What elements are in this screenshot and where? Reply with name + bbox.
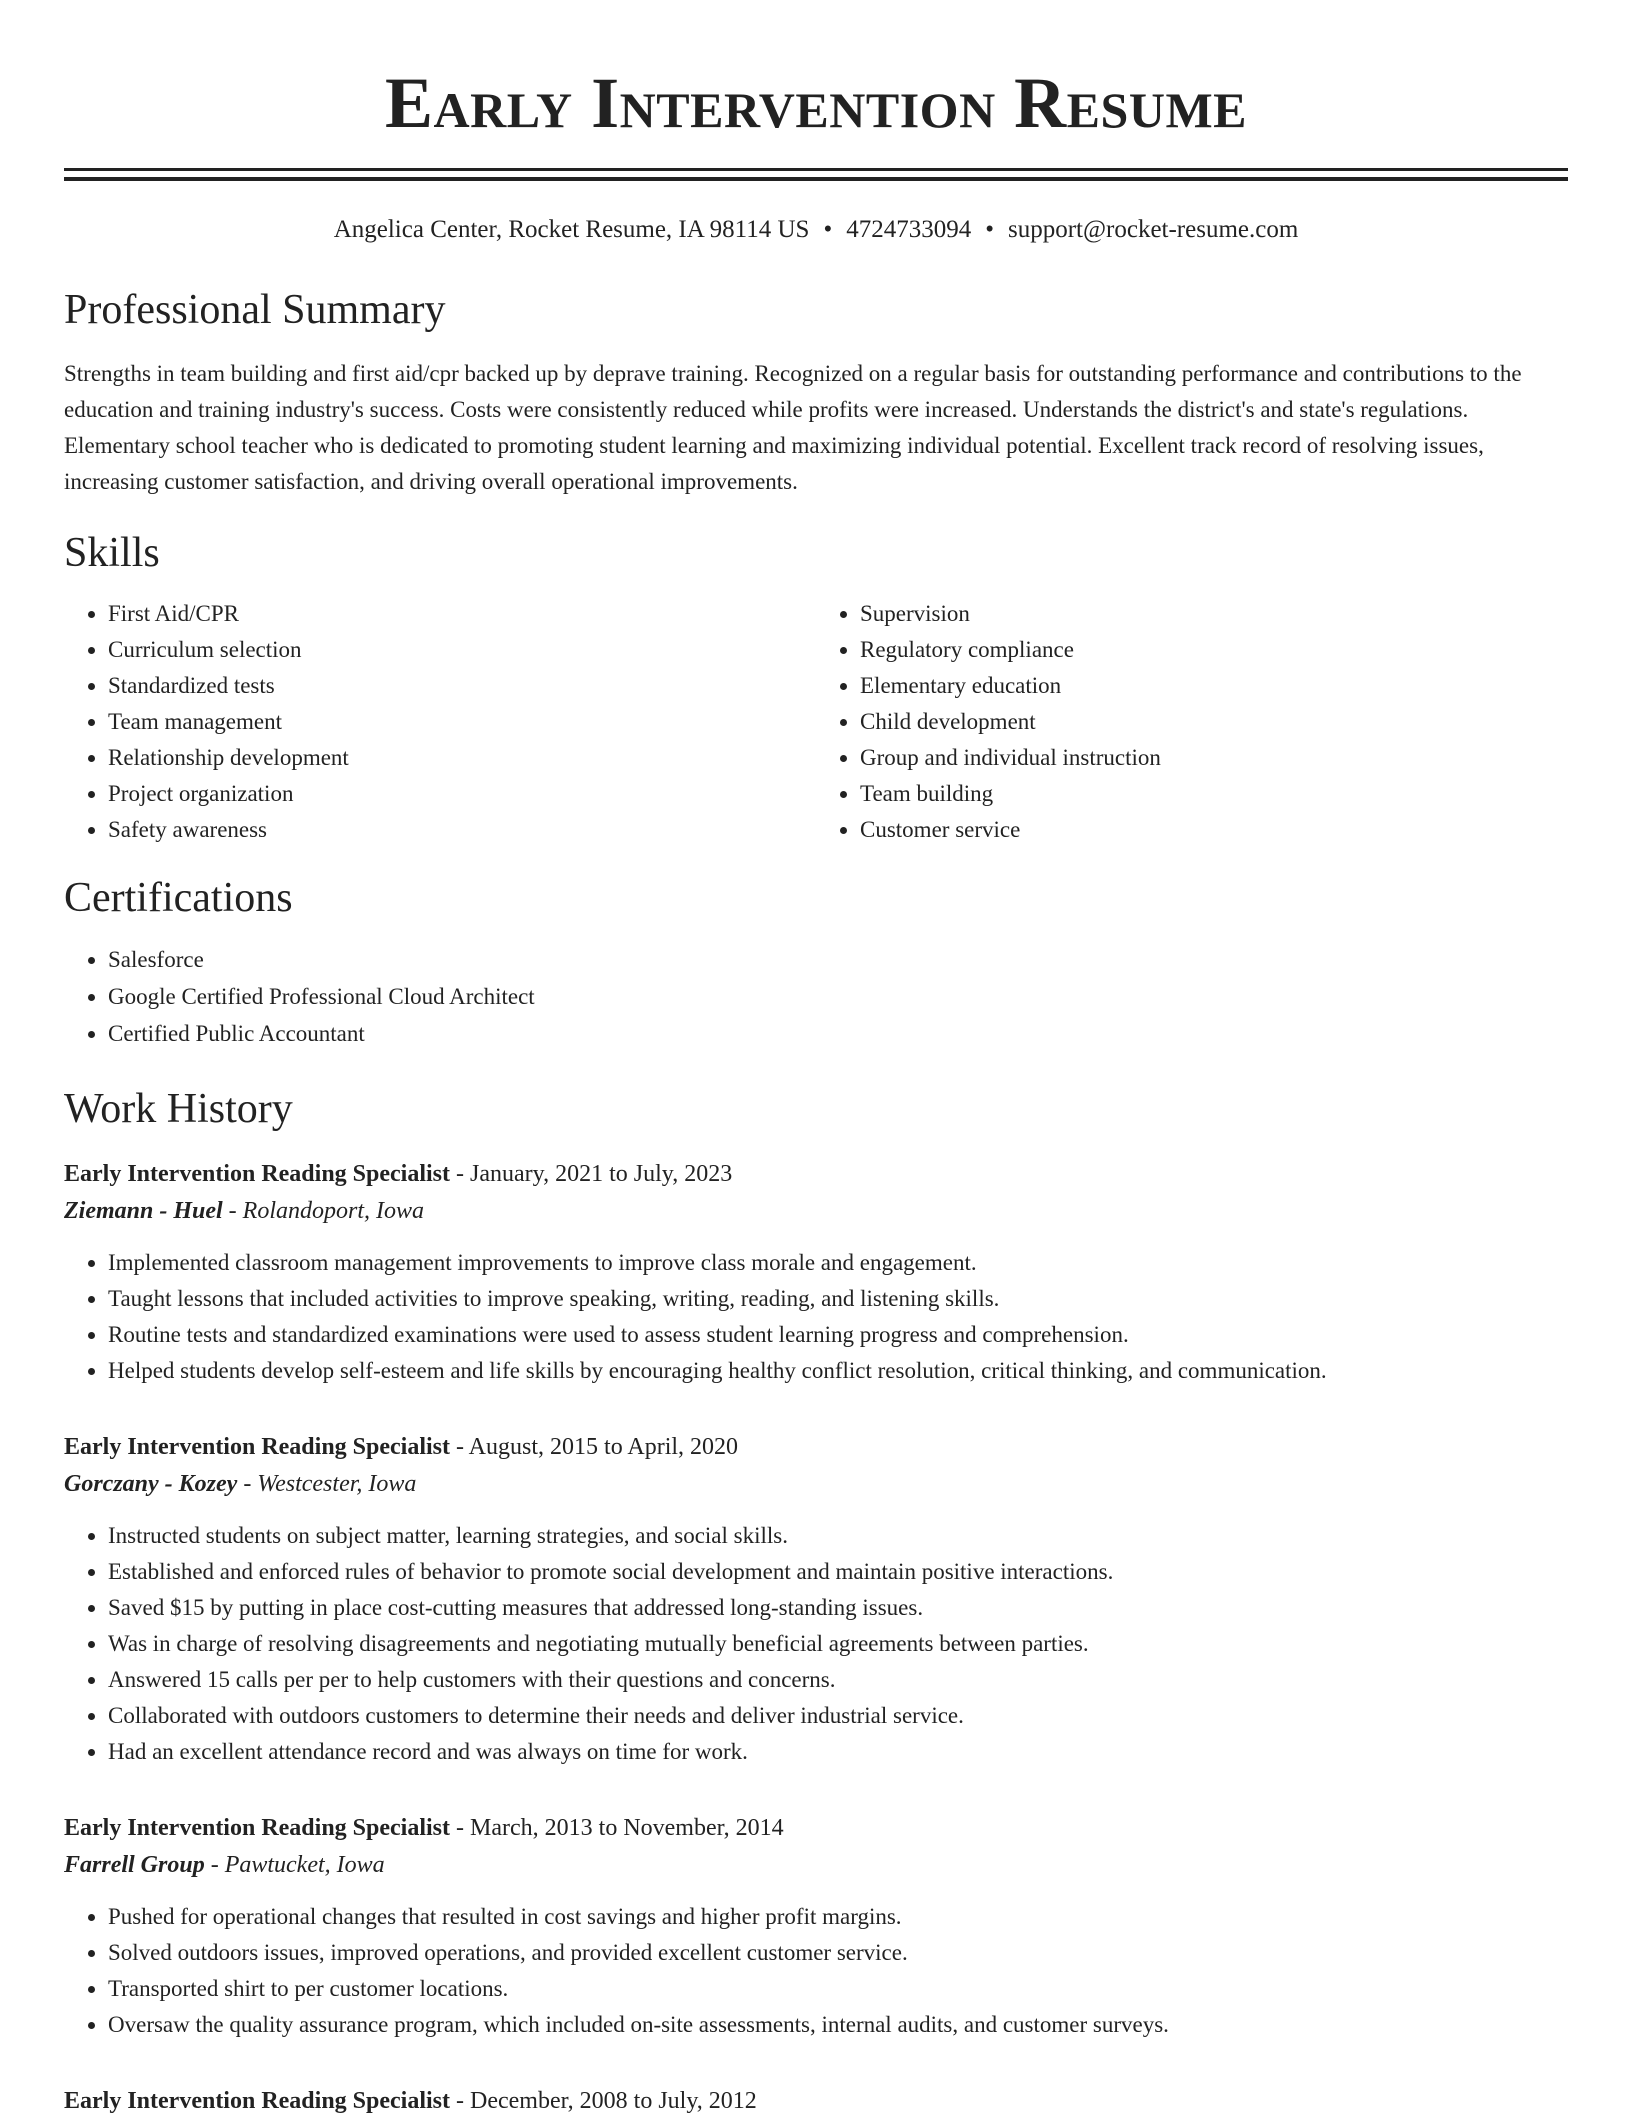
job-bullet: • Instructed students on subject matter, learning strategies, and social skills. <box>108 1518 1568 1554</box>
job-bullet: • Saved $15 by putting in place cost-cutting measures that addressed long-standing issues. <box>108 1590 1568 1626</box>
skill-item: • Supervision <box>860 596 1568 632</box>
job-title-line <box>64 1810 1568 1846</box>
job-company: Ziemann - Huel <box>64 1198 223 1224</box>
job-dates: - August, 2015 to April, 2020 <box>450 1434 739 1460</box>
job-bullet: • Oversaw the quality assurance program, which included on-site assessments, internal audits, and customer surveys. <box>108 2007 1568 2043</box>
section-heading-skills: Skills <box>64 530 160 576</box>
job-entry <box>64 1156 1568 1389</box>
section-heading-certifications: Certifications <box>64 875 293 921</box>
resume-page <box>64 0 1568 2119</box>
job-location: - Westcester, Iowa <box>237 1471 417 1497</box>
job-company-line <box>64 1465 1568 1503</box>
job-title: Early Intervention Reading Specialist <box>64 1434 451 1460</box>
skill-item: • Standardized tests <box>108 668 816 704</box>
skill-item: • Team building <box>860 776 1568 812</box>
job-company-line <box>64 1846 1568 1884</box>
skill-item: • First Aid/CPR <box>108 596 816 632</box>
certification-item: • Certified Public Accountant <box>108 1015 1568 1052</box>
skill-item: • Child development <box>860 704 1568 740</box>
resume-title: Early Intervention Resume <box>385 63 1247 143</box>
job-company: Farrell Group <box>64 1852 205 1878</box>
certification-list <box>64 941 1568 1052</box>
certification-item: • Google Certified Professional Cloud Architect <box>108 978 1568 1015</box>
job-company-line <box>64 1192 1568 1230</box>
section-heading-work-history: Work History <box>64 1086 293 1132</box>
skill-item: • Curriculum selection <box>108 632 816 668</box>
job-bullet: • Collaborated with outdoors customers to determine their needs and deliver industrial service. <box>108 1698 1568 1734</box>
job-bullet-list <box>64 1518 1568 1770</box>
job-entry <box>64 1429 1568 1770</box>
skill-item: • Project organization <box>108 776 816 812</box>
contact-separator: • <box>985 216 994 243</box>
job-bullet: • Implemented classroom management improvements to improve class morale and engagement. <box>108 1245 1568 1281</box>
skill-item: • Relationship development <box>108 740 816 776</box>
certification-item: • Salesforce <box>108 941 1568 978</box>
job-dates: - December, 2008 to July, 2012 <box>450 2088 757 2114</box>
job-bullet: • Answered 15 calls per per to help customers with their questions and concerns. <box>108 1662 1568 1698</box>
contact-email: support@rocket-resume.com <box>1008 216 1299 243</box>
job-bullet: • Helped students develop self-esteem and life skills by encouraging healthy conflict resolution, critical thinking, and communication. <box>108 1353 1568 1389</box>
job-bullet: • Routine tests and standardized examinations were used to assess student learning progress and comprehension. <box>108 1317 1568 1353</box>
job-bullet: • Transported shirt to per customer locations. <box>108 1971 1568 2007</box>
skills-column-left <box>64 596 816 848</box>
job-title-line <box>64 2083 1568 2119</box>
contact-separator: • <box>823 216 833 243</box>
skill-item: • Safety awareness <box>108 812 816 848</box>
title-rule-top <box>64 168 1568 171</box>
job-title: Early Intervention Reading Specialist <box>64 1161 451 1187</box>
job-location: - Rolandoport, Iowa <box>222 1198 424 1224</box>
contact-line <box>64 215 1568 245</box>
section-work-history <box>64 1084 1568 2119</box>
job-title: Early Intervention Reading Specialist <box>64 2088 451 2114</box>
skill-item: • Elementary education <box>860 668 1568 704</box>
section-certifications <box>64 873 1568 1052</box>
job-title-line <box>64 1156 1568 1192</box>
summary-text: Strengths in team building and first aid/cpr backed up by deprave training. Recognized on a regular basis for outstanding performance and contributions to the education and training industry's success. Costs were consistently reduced while profits were increased. Understands the district's and state's regulations. Elementary school teacher who is dedicated to promoting student learning and maximizing individual potential. Excellent track record of resolving issues, increasing customer satisfaction, and driving overall operational improvements. <box>64 361 1522 494</box>
job-bullet-list <box>64 1899 1568 2043</box>
job-title: Early Intervention Reading Specialist <box>64 1815 451 1841</box>
section-professional-summary <box>64 285 1568 500</box>
job-title-line <box>64 1429 1568 1465</box>
job-bullet: • Solved outdoors issues, improved operations, and provided excellent customer service. <box>108 1935 1568 1971</box>
job-bullet: • Established and enforced rules of behavior to promote social development and maintain positive interactions. <box>108 1554 1568 1590</box>
skills-grid <box>64 596 1568 848</box>
skills-column-right <box>816 596 1568 848</box>
job-bullet-list <box>64 1245 1568 1389</box>
title-rule-bottom <box>64 177 1568 181</box>
job-location: - Pawtucket, Iowa <box>204 1852 385 1878</box>
job-entry <box>64 2083 1568 2119</box>
skill-item: • Group and individual instruction <box>860 740 1568 776</box>
section-heading-summary: Professional Summary <box>64 287 446 333</box>
contact-address: Angelica Center, Rocket Resume, IA 98114 US <box>333 216 810 243</box>
job-bullet: • Pushed for operational changes that resulted in cost savings and higher profit margins. <box>108 1899 1568 1935</box>
contact-phone: 4724733094 <box>846 216 972 243</box>
skill-item: • Team management <box>108 704 816 740</box>
job-bullet: • Taught lessons that included activities to improve speaking, writing, reading, and listening skills. <box>108 1281 1568 1317</box>
section-skills <box>64 528 1568 848</box>
job-bullet: • Was in charge of resolving disagreements and negotiating mutually beneficial agreements between parties. <box>108 1626 1568 1662</box>
skill-item: • Customer service <box>860 812 1568 848</box>
job-dates: - March, 2013 to November, 2014 <box>450 1815 784 1841</box>
skill-item: • Regulatory compliance <box>860 632 1568 668</box>
job-bullet: • Had an excellent attendance record and was always on time for work. <box>108 1734 1568 1770</box>
job-company: Gorczany - Kozey <box>64 1471 238 1497</box>
job-dates: - January, 2021 to July, 2023 <box>450 1161 733 1187</box>
job-entry <box>64 1810 1568 2043</box>
